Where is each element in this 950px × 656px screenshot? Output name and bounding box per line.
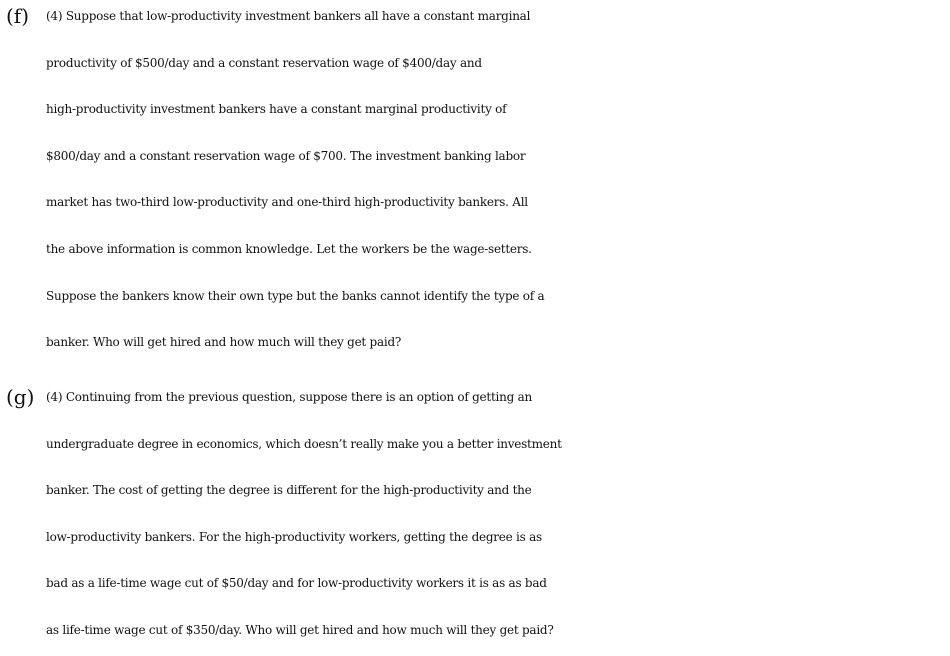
text-line: Suppose the bankers know their own type but the banks cannot identify the type of a	[46, 288, 545, 303]
text-line: (4) Suppose that low-productivity investment bankers all have a constant marginal	[46, 9, 531, 23]
text-line: banker. The cost of getting the degree is different for the high-productivity and the	[46, 483, 532, 498]
problem-text	[46, 0, 950, 366]
problem-g	[0, 374, 950, 654]
text-line: undergraduate degree in economics, which doesn’t really make you a better investment	[46, 436, 562, 451]
text-line: bad as a life-time wage cut of $50/day and for low-productivity workers it is as as bad	[46, 576, 547, 591]
text-line: productivity of $500/day and a constant reservation wage of $400/day and	[46, 55, 482, 70]
text-line: the above information is common knowledge. Let the workers be the wage-setters.	[46, 241, 532, 256]
problem-label: (f)	[6, 4, 30, 28]
text-line: banker. Who will get hired and how much will they get paid?	[46, 335, 402, 350]
text-line: low-productivity bankers. For the high-productivity workers, getting the degree is as	[46, 529, 542, 544]
text-line: $800/day and a constant reservation wage of $700. The investment banking labor	[46, 148, 526, 163]
text-line: market has two-third low-productivity and one-third high-productivity bankers. All	[46, 195, 528, 210]
text-line: as life-time wage cut of $350/day. Who will get hired and how much will they get paid?	[46, 622, 554, 637]
text-line: (4) Continuing from the previous question, suppose there is an option of getting an	[46, 390, 532, 404]
problem-text	[46, 374, 950, 654]
text-line: high-productivity investment bankers have a constant marginal productivity of	[46, 102, 507, 117]
problem-label: (g)	[6, 385, 35, 409]
